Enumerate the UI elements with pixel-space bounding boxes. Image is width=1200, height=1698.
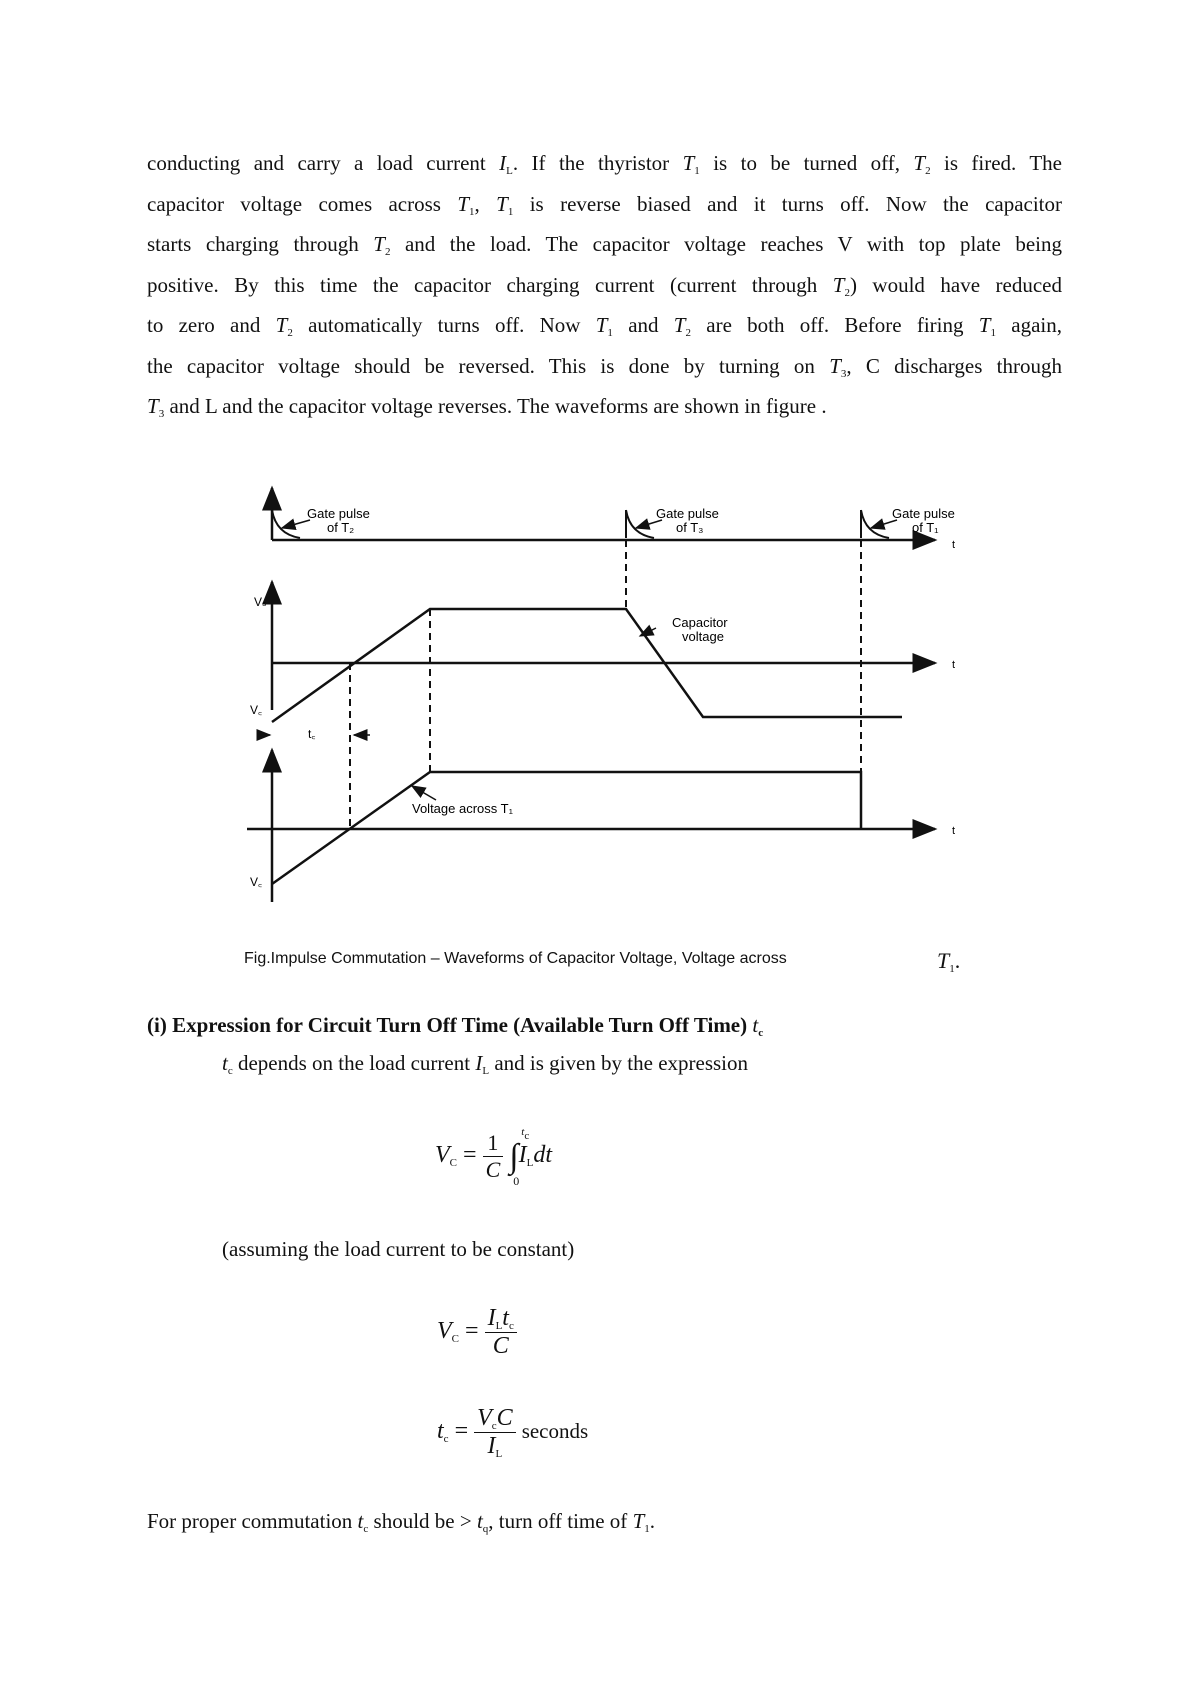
figure-caption: Fig.Impulse Commutation – Waveforms of Capacitor Voltage, Voltage across (244, 950, 787, 967)
math-variable: $T_1$ (682, 151, 700, 177)
equation-3: $t_c$ = $\frac{V_cC}{I_L}$ seconds (437, 1405, 589, 1460)
final-statement: For proper commutation $t_c$ should be > $t_q$, turn off time of $T_1$. (147, 1509, 655, 1535)
capacitor-voltage-trace (272, 609, 902, 722)
paragraph-line: positive. By this time the capacitor charging current (current through $T_2$) would have reduced (147, 272, 1062, 299)
gate-label-3a: Gate pulse (892, 506, 955, 521)
math-variable: $T_1$ (496, 191, 514, 218)
gate-label-1b: of T₂ (327, 520, 355, 535)
section-intro: $t_c$ depends on the load current $I_L$ and is given by the expression (222, 1051, 749, 1077)
math-variable: $T_1$ (457, 191, 475, 218)
tc-label: t꜀ (308, 727, 316, 741)
cap-label-1: Capacitor (672, 615, 728, 630)
paragraph-line: capacitor voltage comes across $T_1$, $T_1$ is reverse biased and it turns off. Now the capacitor (147, 191, 1063, 218)
equation-2: $V_C$ = $\frac{I_Lt_c}{C}$ (437, 1305, 517, 1360)
figure-caption-var: $T_1$. (937, 948, 961, 975)
math-variable: $T_2$ (673, 313, 691, 339)
gate-label-2b: of T₃ (676, 520, 704, 535)
vt-label: Voltage across T₁ (412, 801, 513, 816)
gate-label-1a: Gate pulse (307, 506, 370, 521)
math-variable: $T_3$ (829, 353, 847, 380)
math-variable: $T_3$ (147, 394, 165, 420)
paragraph-line: the capacitor voltage should be reversed. This is done by turning on $T_3$, C discharges through (147, 353, 1062, 380)
math-variable: $T_2$ (913, 151, 931, 177)
math-variable: $T_2$ (275, 313, 293, 339)
math-variable: $T_1$ (595, 313, 613, 339)
math-variable: $T_1$ (978, 313, 996, 339)
math-variable: $T_2$ (373, 232, 391, 258)
gate-label-2a: Gate pulse (656, 506, 719, 521)
t-label-3: t (952, 825, 956, 837)
t-label-2: t (952, 659, 956, 671)
vc-label-bottom: V꜀ (250, 875, 263, 889)
paragraph-line: conducting and carry a load current $I_L$. If the thyristor $T_1$ is to be turned off, $T_2$ is fired. The (147, 151, 1062, 177)
equation-1: $V_C$ = $\frac{1}{C}$ ∫ $t_c$ 0 $I_Ldt$ (435, 1125, 552, 1188)
gate-label-3b: of T₁ (912, 520, 939, 535)
math-variable: $I_L$ (499, 151, 513, 177)
paragraph-line: $T_3$ and L and the capacitor voltage reverses. The waveforms are shown in figure . (147, 394, 827, 420)
waveform-figure (0, 470, 1200, 950)
vc-label-top: V꜀ (250, 703, 263, 717)
body-paragraph (147, 143, 1062, 427)
math-variable: $T_2$ (832, 272, 850, 299)
section-heading: (i) Expression for Circuit Turn Off Time (Available Turn Off Time) $t_c$ (147, 1013, 764, 1039)
paragraph-line: to zero and $T_2$ automatically turns off. Now $T_1$ and $T_2$ are both off. Before firing $T_1$ again, (147, 313, 1062, 339)
cap-label-2: voltage (682, 629, 724, 644)
paragraph-line: starts charging through $T_2$ and the load. The capacitor voltage reaches V with top plate being (147, 232, 1062, 258)
t-label-1: t (952, 539, 956, 551)
assumption-note: (assuming the load current to be constant) (222, 1237, 575, 1261)
vs-label: Vₛ (254, 595, 267, 609)
